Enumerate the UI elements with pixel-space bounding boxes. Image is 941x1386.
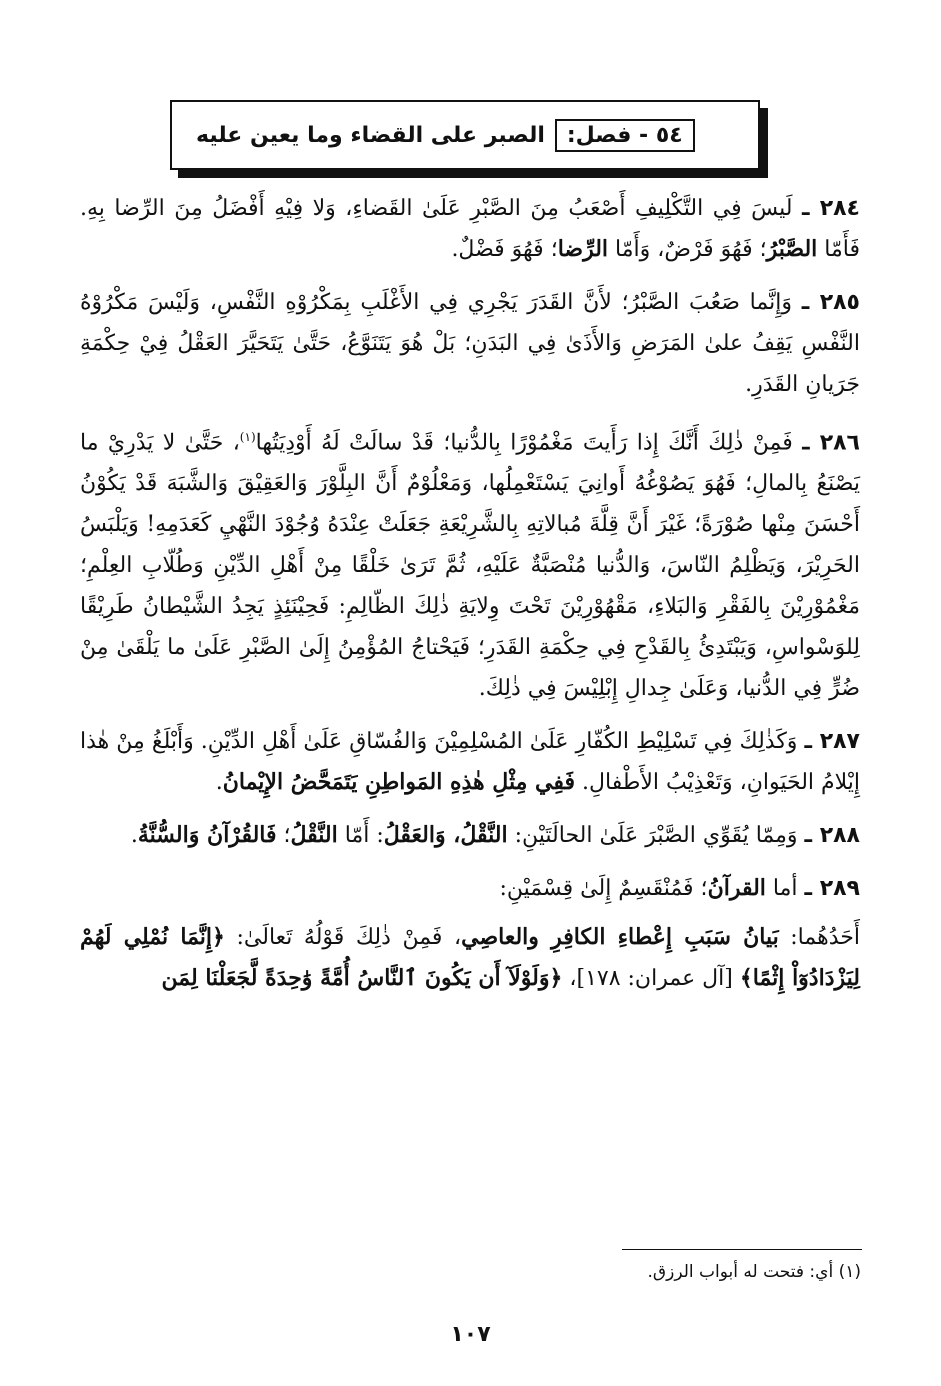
bold-text: فَفِي مِثْلِ هٰذِهِ المَواطِنِ يَتَمَحَّضُ الإِيْمانُ: [222, 769, 576, 796]
bold-text: النَّقْلُ: [290, 822, 338, 849]
bold-text: الرِّضا: [557, 236, 609, 262]
text-run: ؛ فَهُوَ فَضْلٌ.: [451, 237, 558, 262]
text-run: : أَمّا: [337, 823, 384, 849]
text-run: ، فَمِنْ ذٰلِكَ قَوْلُهُ تَعالَىٰ:: [224, 925, 462, 951]
section-header: [170, 100, 760, 170]
paragraph: [80, 868, 860, 909]
text-run: أَحَدُهُما:: [778, 925, 860, 951]
footnote-ref: (١): [239, 430, 256, 444]
paragraph-number: ٢٨٥ ـ: [801, 290, 860, 315]
paragraph: [80, 721, 860, 803]
section-number: ٥٤ - فصل:: [555, 119, 695, 152]
text-run: ؛ فَمُنْقَسِمٌ إِلَىٰ قِسْمَيْنِ:: [499, 876, 708, 902]
bold-text: ﴿إِنَّمَا نُمْلِي لَهُمْ لِيَزْدَادُوٓاْ إِثْمًا﴾: [80, 924, 860, 992]
text-run: [آل عمران: ١٧٨]،: [562, 966, 740, 992]
header-inner: [186, 119, 695, 152]
text-run: وَمِمّا يُقَوِّي الصَّبْرَ عَلَىٰ الحالَتَيْنِ:: [507, 823, 805, 849]
paragraph-number: ٢٨٩ ـ: [804, 876, 860, 902]
body-text: [80, 188, 860, 999]
text-run: أما: [765, 876, 805, 902]
bold-text: الصَّبْرُ: [766, 236, 818, 262]
text-run: وَكَذٰلِكَ فِي تَسْلِيْطِ الكُفّارِ عَلَىٰ المُسْلِمِيْنَ وَالفُسّاقِ عَلَىٰ أَهْلِ الدِّيْنِ. وَأَبْلَغُ مِنْ هٰذا إِيْلامُ الحَيَوانِ، وَتَعْذِيْبُ الأَطْفالِ.: [80, 729, 860, 796]
text-run: .: [130, 823, 138, 849]
paragraph: [80, 282, 860, 405]
bold-text: القرآنُ: [707, 875, 766, 902]
paragraph: [80, 917, 860, 999]
text-run: فَمِنْ ذٰلِكَ أَنَّكَ إِذا رَأَيتَ مَغْمُوْرًا بِالدُّنيا؛ قَدْ سالَتْ لَهُ أَوْدِيَتُها: [255, 430, 803, 456]
bold-text: ﴿وَلَوْلَآ أَن يَكُونَ ٱلنَّاسُ أُمَّةً وَٰحِدَةً لَّجَعَلْنَا لِمَن: [161, 965, 563, 992]
paragraph-number: ٢٨٦ ـ: [802, 430, 860, 456]
paragraph: [80, 815, 860, 856]
text-run: لَيسَ فِي التَّكْلِيفِ أَصْعَبُ مِنَ الصَّبْرِ عَلَىٰ القَضاءِ، وَلا فِيْهِ أَفْضَلُ مِنَ الرِّضا بِهِ. فَأَمّا: [80, 196, 860, 262]
paragraph-number: ٢٨٧ ـ: [804, 729, 860, 755]
header-box: [170, 100, 760, 170]
text-run: ، حَتَّىٰ لا يَدْرِيْ ما يَصْنَعُ بِالمالِ؛ فَهُوَ يَصُوْغُهُ أَوانِيَ يَسْتَعْمِلُها، وَمَعْلُوْمٌ أَنَّ البِلَّوْرَ وَالعَقِيْقَ وَالشَّبَهَ قَدْ يَكُوْنُ أَحْسَنَ مِنْها صُوْرَةً؛ غَيْرَ أَنَّ قِلَّةَ مُبالاتِهِ بِالشَّرِيْعَةِ جَعَلَتْ عِنْدَهُ وُجُوْدَ النَّهْيِ كَعَدَمِهِ! وَيَلْبَسُ الحَرِيْرَ، وَيَظْلِمُ النّاسَ، وَالدُّنيا مُنْصَبَّةٌ عَلَيْهِ، ثُمَّ تَرَىٰ خَلْقًا مِنْ أَهْلِ الدِّيْنِ وَطُلّابِ العِلْمِ؛ مَغْمُوْرِيْنَ بِالفَقْرِ وَالبَلاءِ، مَقْهُوْرِيْنَ تَحْتَ وِلايَةِ ذٰلِكَ الظّالِمِ: فَحِيْنَئِذٍ يَجِدُ الشَّيْطانُ طَرِيْقًا لِلوَسْواسِ، وَيَبْتَدِئُ بِالقَدْحِ فِي حِكْمَةِ القَدَرِ؛ فَيَحْتاجُ المُؤْمِنُ إِلَىٰ الصَّبْرِ عَلَىٰ ما يَلْقَىٰ مِنْ ضُرٍّ فِي الدُّنيا، وَعَلَىٰ جِدالِ إِبْلِيْسَ فِي ذٰلِكَ.: [80, 430, 860, 702]
bold-text: النَّقْلُ، وَالعَقْلُ: [383, 822, 508, 849]
paragraph-number: ٢٨٨ ـ: [804, 823, 860, 849]
bold-text: بَيانُ سَبَبِ إِعْطاءِ الكافِرِ والعاصِي: [461, 924, 779, 951]
paragraph: [80, 188, 860, 270]
paragraph: [80, 417, 860, 709]
footnote: (١) أي: فتحت له أبواب الرزق.: [647, 1262, 861, 1282]
text-run: ؛ فَهُوَ فَرْضٌ، وَأَمّا: [608, 237, 767, 262]
page-number: ١٠٧: [450, 1322, 491, 1347]
section-title: الصبر على القضاء وما يعين عليه: [196, 122, 545, 148]
text-run: ؛: [276, 823, 291, 849]
bold-text: فَالقُرْآنُ وَالسُّنَّةُ: [137, 822, 277, 849]
text-run: .: [215, 770, 223, 796]
footnote-divider: [622, 1249, 862, 1250]
text-run: وَإِنَّما صَعُبَ الصَّبْرُ؛ لأَنَّ القَدَرَ يَجْرِي فِي الأَغْلَبِ بِمَكْرُوْهِ النَّفْسِ، وَلَيْسَ مَكْرُوْهُ النَّفْسِ يَقِفُ علىٰ المَرَضِ وَالأَذَىٰ فِي البَدَنِ؛ بَلْ هُوَ يَتَنَوَّعُ، حَتَّىٰ يَتَحَيَّرَ العَقْلُ فِيْ حِكْمَةِ جَرَيانِ القَدَرِ.: [80, 290, 860, 397]
paragraph-number: ٢٨٤ ـ: [802, 196, 860, 221]
